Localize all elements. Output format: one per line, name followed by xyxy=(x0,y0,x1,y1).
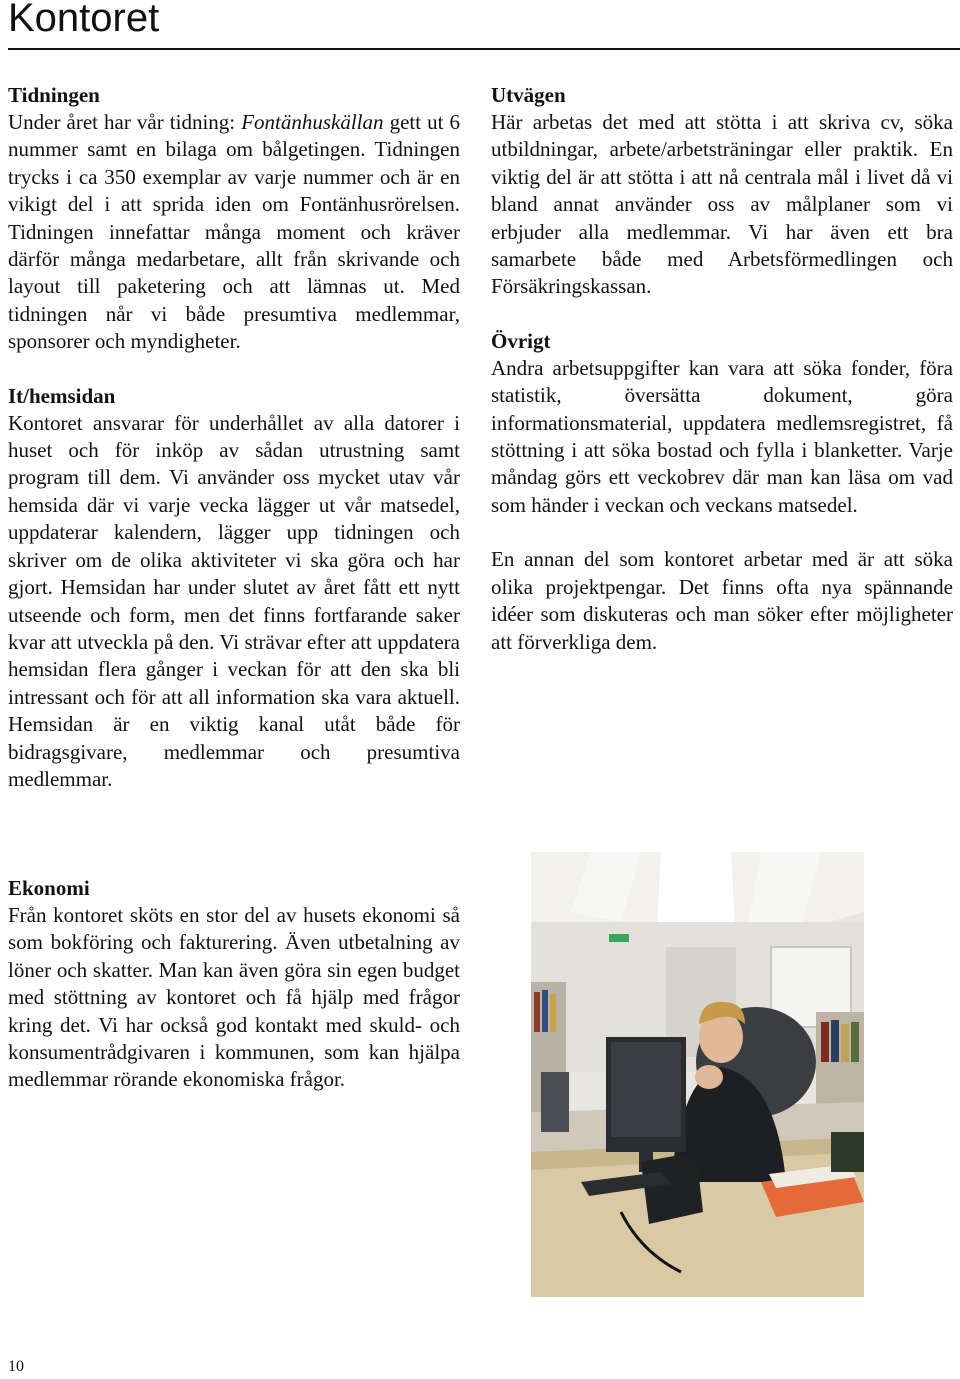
section-heading-ithemsidan: It/hemsidan xyxy=(8,383,116,408)
section-ovrigt xyxy=(491,328,953,656)
section-text-tidningen xyxy=(8,109,460,356)
title-rule xyxy=(8,48,960,50)
section-tidningen xyxy=(8,82,460,356)
section-heading-tidningen: Tidningen xyxy=(8,83,100,107)
left-column-top xyxy=(8,82,460,820)
left-column-bottom xyxy=(8,875,460,1121)
page-title: Kontoret xyxy=(8,0,160,40)
section-heading-utvagen: Utvägen xyxy=(491,83,566,107)
office-photo xyxy=(531,852,864,1297)
tidningen-text-before: Under året har vår tidning: xyxy=(8,110,242,134)
section-text-utvagen: Här arbetas det med att stötta i att skriva cv, söka utbildningar, arbete/arbetsträningar eller praktik. En viktig del är att stötta i att nå centrala mål i livet då vi bland annat använder oss av målplaner som vi erbjuder alla medlemmar. Vi har även ett bra samarbete både med Arbetsförmedlingen och Försäkringskassan. xyxy=(491,110,953,299)
section-text-ekonomi: Från kontoret sköts en stor del av husets ekonomi så som bokföring och fakturering. Även utbetalning av löner och skatter. Man kan även göra sin egen budget med stöttning av kontoret och få hjälp med frågor kring det. Vi har också god kontakt med skuld- och konsumentrådgivaren i kommunen, som kan hjälpa medlemmar rörande ekonomiska frågor. xyxy=(8,903,460,1092)
section-ithemsidan xyxy=(8,383,460,794)
section-ekonomi xyxy=(8,875,460,1094)
section-text-ovrigt-2: En annan del som kontoret arbetar med är att söka olika projektpengar. Det finns ofta nya spännande idéer som diskuteras och man söker efter möjligheter att förverkliga dem. xyxy=(491,547,953,654)
section-heading-ovrigt: Övrigt xyxy=(491,328,551,353)
office-photo-illustration xyxy=(531,852,864,1297)
section-utvagen xyxy=(491,82,953,301)
publication-name: Fontänhuskällan xyxy=(241,110,384,134)
section-heading-ekonomi: Ekonomi xyxy=(8,876,90,900)
right-column xyxy=(491,82,953,683)
page-number: 10 xyxy=(8,1358,24,1375)
section-text-ovrigt-1: Andra arbetsuppgifter kan vara att söka fonder, föra statistik, översätta dokument, göra informationsmaterial, uppdatera medlemsregistret, få stöttning i att söka bostad och fylla i blanketter. Varje måndag görs ett veckobrev där man kan läsa om vad som händer i veckan och veckans matsedel. xyxy=(491,355,953,517)
section-text-ithemsidan: Kontoret ansvarar för underhållet av alla datorer i huset och för inköp av sådan utrustning samt program till dem. Vi använder oss mycket utav vår hemsida där vi varje vecka lägger ut vår matsedel, uppdaterar kalendern, lägger upp tidningen och skriver om de olika aktiviteter vi ska göra och har gjort. Hemsidan har under slutet av året fått ett nytt utseende och form, men det finns fortfarande saker kvar att utveckla på den. Vi strävar efter att uppdatera hemsidan flera gånger i veckan för att den ska bli intressant och för att all information ska vara aktuell. Hemsidan är en viktig kanal utåt både för bidragsgivare, medlemmar och presumtiva medlemmar. xyxy=(8,410,460,791)
tidningen-text-after: gett ut 6 nummer samt en bilaga om bålgetingen. Tidningen trycks i ca 350 exemplar av varje nummer och är en vikigt del i att sprida iden om Fontänhusrörelsen. Tidningen innefattar många moment och kräver därför många medarbetare, allt från skrivande och layout till paketering och att lämnas ut. Med tidningen når vi både presumtiva medlemmar, sponsorer och myndigheter. xyxy=(8,110,460,354)
